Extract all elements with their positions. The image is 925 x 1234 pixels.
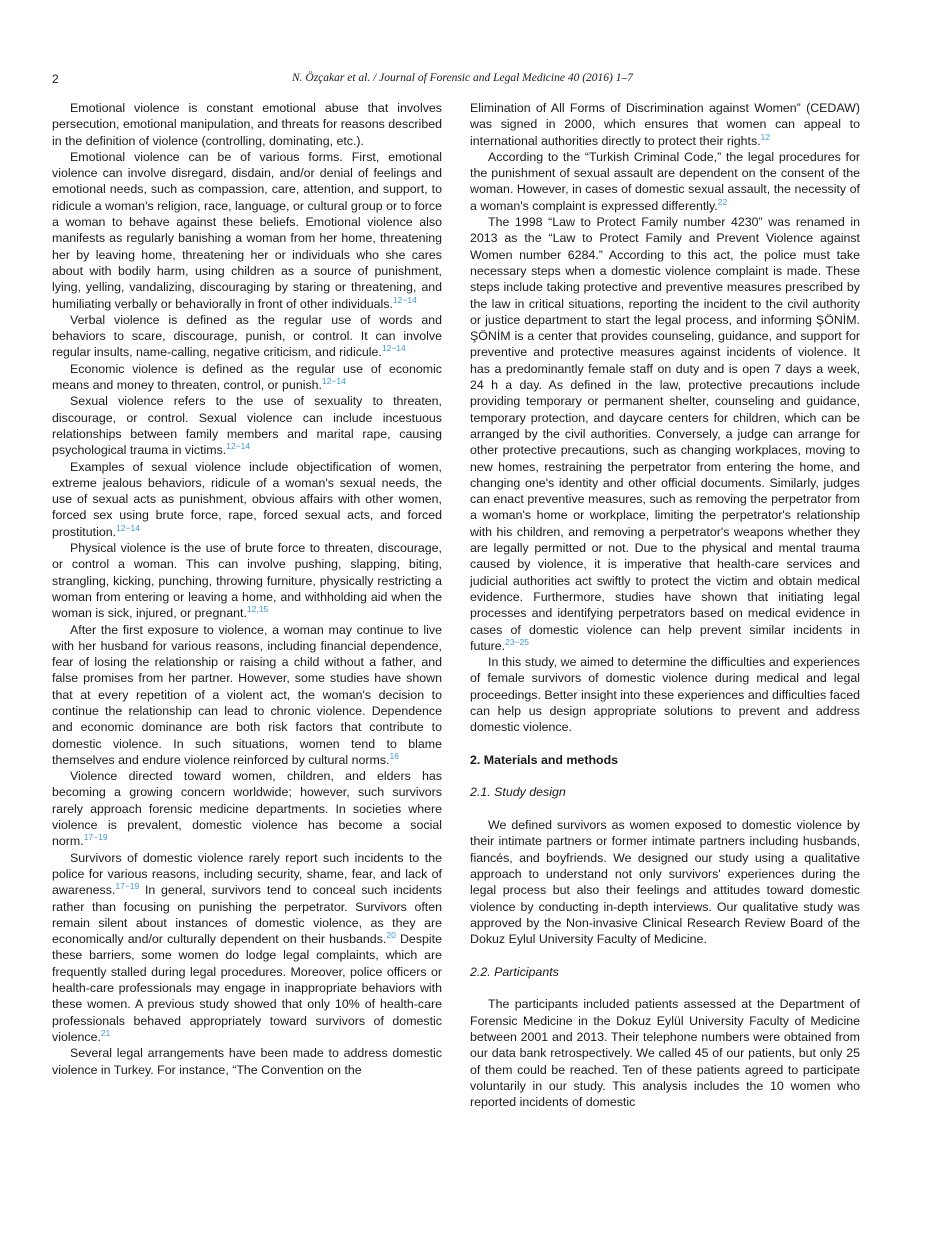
paragraph-text: Despite these barriers, some women do lodge legal complaints, which are frequently stalled during legal procedures. Moreover, police officers or health-care professionals may engage in inappropriate behaviors with these women. A previous study showed that only 10% of health-care professionals behaved appropriately toward survivors of domestic violence. — [52, 932, 442, 1044]
citation-link[interactable]: 12−14 — [322, 376, 346, 387]
paragraph-text: The participants included patients assessed at the Department of Forensic Medicine in the Dokuz Eylül University Faculty of Medicine between 2001 and 2013. Their telephone numbers were obtained from our data bank retrospectively. We called 45 of our patients, but only 25 of them could be reached. Ten of these patients agreed to participate voluntarily in our study. This analysis includes the 10 women who reported incidents of domestic — [470, 997, 860, 1110]
paragraph-text: Verbal violence is defined as the regular use of words and behaviors to scare, discourage, punish, or control. It can involve regular insults, name-calling, negative criticism, and ridicule. — [52, 312, 442, 360]
paragraph-text: Violence directed toward women, children, and elders has becoming a growing concern worldwide; however, such survivors rarely approach forensic medicine departments. In societies where violence is prevalent, domestic violence has become a social norm. — [52, 769, 442, 849]
paragraph-text: Survivors of domestic violence rarely report such incidents to the police for various reasons, including security, shame, fear, and lack of awareness. — [52, 850, 442, 898]
paragraph — [52, 850, 442, 1046]
subsection-heading: 2.2. Participants — [470, 964, 559, 979]
paragraph-text: Several legal arrangements have been made to address domestic violence in Turkey. For instance, “The Convention on the — [52, 1046, 442, 1077]
citation-link[interactable]: 12−14 — [381, 343, 406, 354]
paragraph — [470, 654, 860, 735]
citation-link[interactable]: 17−19 — [83, 832, 108, 843]
citation-link[interactable]: 12,15 — [246, 604, 269, 615]
paragraph — [470, 817, 860, 947]
paragraph-text: Elimination of All Forms of Discrimination against Women” (CEDAW) was signed in 2000, which ensures that women can appeal to international authorities directly to protect their rights. — [470, 101, 860, 148]
page-number: 2 — [52, 72, 59, 86]
citation-link[interactable]: 12−14 — [392, 294, 417, 305]
citation-link[interactable]: 12 — [760, 131, 771, 142]
citation-link[interactable]: 23−25 — [505, 636, 530, 647]
spacer — [470, 947, 860, 963]
paragraph — [52, 1045, 442, 1078]
citation-link[interactable]: 20 — [386, 930, 396, 941]
paragraph — [470, 100, 860, 149]
paragraph-text: Emotional violence is constant emotional abuse that involves persecution, emotional manipulation, and threats for reasons described in the definition of violence (controlling, dominating, etc.). — [52, 101, 442, 148]
paragraph — [52, 312, 442, 361]
citation-link[interactable]: 12−14 — [226, 441, 251, 452]
citation-link[interactable]: 21 — [100, 1027, 111, 1038]
paragraph-text: According to the “Turkish Criminal Code,” the legal procedures for the punishment of sexual assault are dependent on the consent of the woman. However, in cases of domestic sexual assault, the necessity of a woman's complaint is expressed differently. — [470, 149, 860, 213]
paragraph — [52, 622, 442, 769]
paragraph — [52, 459, 442, 540]
paragraph — [52, 393, 442, 458]
paragraph-text: Economic violence is defined as the regular use of economic means and money to threaten, control, or punish. — [52, 361, 442, 393]
section-heading: 2. Materials and methods — [470, 752, 619, 767]
paragraph — [470, 214, 860, 654]
paragraph-text: Physical violence is the use of brute force to threaten, discourage, or control a woman. This can involve pushing, slapping, biting, strangling, kicking, punching, throwing furniture, physically restricting a woman from entering or leaving a home, and withholding aid when the woman is sick, injured, or pregnant. — [52, 541, 442, 621]
subsection-heading: 2.1. Study design — [470, 785, 566, 800]
paragraph-text: In this study, we aimed to determine the difficulties and experiences of female survivors of domestic violence during medical and legal proceedings. Better insight into these experiences and difficulties faced can help us design appropriate solutions to prevent and address domestic violence. — [470, 655, 860, 735]
paragraph — [470, 149, 860, 214]
paragraph — [52, 768, 442, 849]
paragraph-text: We defined survivors as women exposed to domestic violence by their intimate partners or former intimate partners including husbands, fiancés, and boyfriends. We designed our study using a qualitative approach to understand not only survivors' experiences during the legal process but also their feelings and attitudes toward domestic violence by conducting in-depth interviews. Our qualitative study was approved by the Non-invasive Clinical Research Review Board of the Dokuz Eylul University Faculty of Medicine. — [470, 818, 860, 947]
citation-link[interactable]: 17−19 — [115, 881, 140, 892]
paragraph-text: After the first exposure to violence, a woman may continue to live with her husband for various reasons, including financial dependence, fear of losing the relationship or raising a child without a father, and false promises from her partner. However, some studies have shown that at every repetition of a violent act, the woman's decision to continue the relationship can lead to chronic violence. Dependence and economic dominance are both risk factors that contribute to domestic violence. In such situations, women tend to blame themselves and endure violence reinforced by cultural norms. — [52, 622, 442, 767]
paragraph-text: Examples of sexual violence include objectification of women, extreme jealous behaviors, ridicule of a woman's sexual needs, the use of sexual acts as punishment, obvious affairs with other women, forced sex using brute force, rape, forced sexual acts, and forced prostitution. — [52, 459, 442, 539]
citation-link[interactable]: 22 — [717, 196, 728, 207]
paragraph-text: The 1998 “Law to Protect Family number 4230” was renamed in 2013 as the “Law to Protect Family and Prevent Violence against Women number 6284.” According to this act, the police must take necessary steps when a domestic violence complaint is made. These steps include taking protective and preventive measures prescribed by the law in critical situations, reporting the incident to the civil authority or justice department to start the legal process, and informing ŞÖNİM. ŞÖNİM is a center that provides counseling, guidance, and support for preventive and protective measures against incidents of violence. It has a predominantly female staff on duty and is open 7 days a week, 24 h a day. As defined in the law, protective precautions include providing temporary or permanent shelter, counseling and guidance, temporary protection, and daycare centers for children, which can be arranged by the civil authorities. Conversely, a judge can arrange for other protective precautions, such as changing workplaces, moving to new homes, restraining the perpetrator from entering the home, and changing one's identity and other official documents. Similarly, judges can enact preventive measures, such as removing the perpetrator from a woman's home or workplace, limiting the perpetrator's relationship with his children, and removing a perpetrator's weapons whether they are legally permitted or not. Due to the physical and mental trauma caused by violence, it is imperative that health-care services and judicial authorities act swiftly to protect the victim and obtain medical evidence. Furthermore, studies have shown that initiating legal processes and identifying perpetrators based on medical evidence in cases of domestic violence can help prevent similar incidents in future. — [470, 215, 860, 653]
paragraph — [52, 361, 442, 394]
citation-link[interactable]: 16 — [389, 750, 399, 761]
paragraph — [52, 100, 442, 149]
left-column — [52, 100, 442, 1078]
paragraph — [470, 996, 860, 1110]
paragraph — [52, 540, 442, 621]
citation-link[interactable]: 12−14 — [116, 522, 140, 533]
paragraph-text: Emotional violence can be of various forms. First, emotional violence can involve disregard, disdain, and/or denial of feelings and emotional needs, such as compassion, care, attention, and support, to ridicule a woman's religion, race, language, or cultural group or to force a woman to behave against these beliefs. Emotional violence also manifests as regularly banishing a woman from her home, threatening her by leaving home, threatening her or individuals who she cares about with bodily harm, using children as a source of punishment, lying, yelling, vandalizing, discouraging by staring or threatening, and humiliating verbally or behaviorally in front of other individuals. — [52, 149, 442, 311]
paragraph — [52, 149, 442, 312]
paragraph-text: In general, survivors tend to conceal such incidents rather than focusing on punishing the perpetrator. Survivors often remain silent about instances of domestic violence, as they are economically and/or culturally dependent on their husbands. — [52, 883, 442, 947]
right-column — [470, 100, 860, 1110]
running-header: N. Özçakar et al. / Journal of Forensic and Legal Medicine 40 (2016) 1–7 — [291, 72, 633, 84]
paragraph-text: Sexual violence refers to the use of sexuality to threaten, discourage, or control. Sexual violence can include incestuous relationships between family members and marital rape, causing psychological trauma in victims. — [52, 394, 442, 458]
